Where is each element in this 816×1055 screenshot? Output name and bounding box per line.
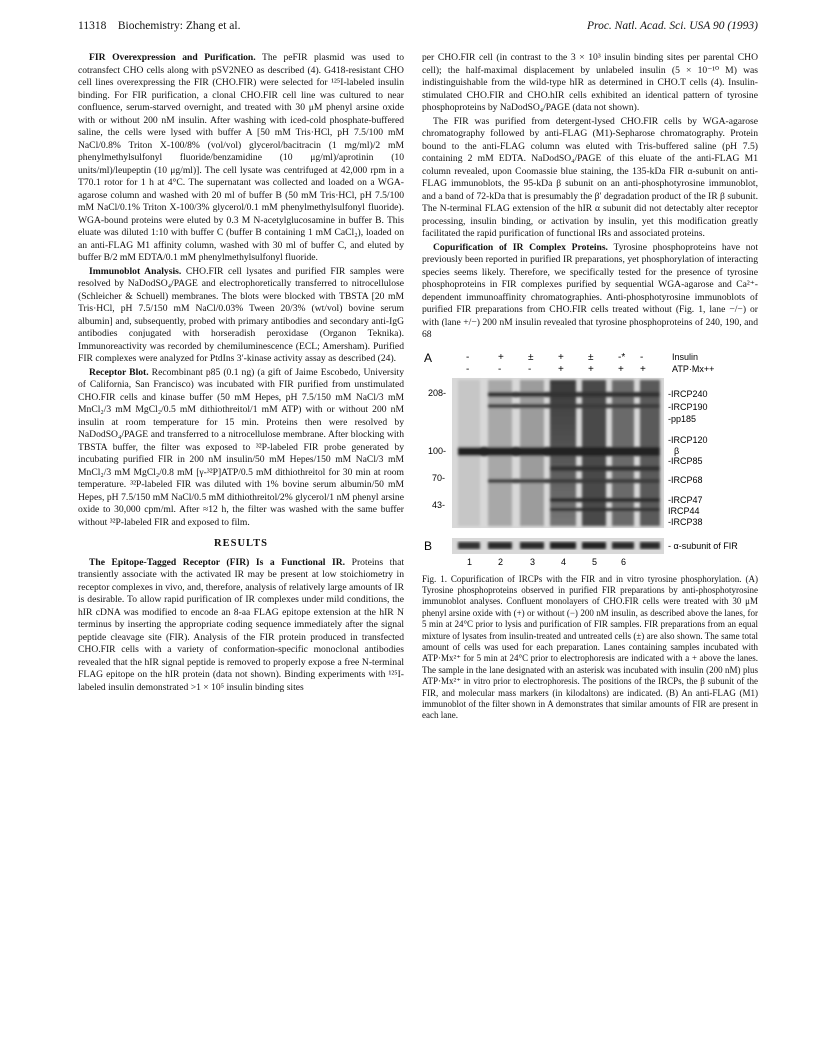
paragraph-text: Proteins that transiently associate with the activated IR may be present at low stoichiometry in receptor complexes in vivo, and, therefore, analysis of relatively large amounts of IR is desirable. To allow rapid purification of IR complexes under mild conditions, the hIR cDNA was modified to encode an 8-aa FLAG epitope extension at the hIR N terminus by inserting the appropriate coding sequence immediately after the signal peptide cleavage site (FIR). Analysis of the FIR protein produced in transfected CHO.FIR cells with a variety of conformation-specific monoclonal antibodies revealed that the hIR signal peptide is removed to properly expose a free N-terminal FLAG epitope on the hIR protein (data not shown). Binding experiments with ¹²⁵I-labeled insulin demonstrated >1 × 10⁵ insulin binding sites <box>78 556 404 693</box>
atp-mark-2: - <box>498 363 502 375</box>
atp-row <box>466 364 714 375</box>
insulin-row <box>466 352 698 363</box>
paragraph-text: Recombinant p85 (0.1 ng) (a gift of Jaime Escobedo, University of California, San Francisco) was incubated with FIR purified from unstimulated CHO.FIR cells and kinase buffer (50 mM Hepes, pH 7.5/150 mM NaCl/3 mM MnCl₂/3 mM MgCl₂/0.5 mM dithiothreitol/1 mM ATP) with or without 200 nM insulin at room temperature for 15 min. Proteins then were resolved by NaDodSO₄/PAGE and transferred to a nitrocellulose membrane. After blocking with TBSTA buffer, the filter was exposed to ³²P-labeled FIR probe generated by incubating purified FIR in 200 nM insulin/50 mM Hepes/150 mM NaCl/3 mM MnCl₂/3 mM MgCl₂/0.8 mM [γ-³²P]ATP/0.5 mM dithiothreitol for 30 min at room temperature. ³²P-labeled FIR was diluted with 1% bovine serum albumin/50 mM Hepes, pH 7.5/150 mM NaCl/0.5 mM dithiothreitol/2% glycerol/1 nM phenyl arsine oxide to 30,000 cpm/ml. After ≈12 h, the filter was washed with the same buffer without ³²P-labeled FIR and exposed to film. <box>78 366 404 528</box>
paragraph-heading: Copurification of IR Complex Proteins. <box>433 241 608 253</box>
label-pp185: -pp185 <box>668 413 697 424</box>
paragraph-fir-purification <box>422 116 758 241</box>
paragraph-text: The FIR was purified from detergent-lysed CHO.FIR cells by WGA-agarose chromatography followed by anti-FLAG (M1)-Sepharose chromatography. Protein bound to the anti-FLAG column was eluted with Tris-buffered saline (pH 7.5) containing 2 mM EDTA. NaDodSO₄/PAGE of this eluate of the anti-FLAG M1 column revealed, upon Coomassie blue staining, the 135-kDa FIR α-subunit on anti-FLAG immunoblots, the 95-kDa β subunit on an anti-phosphotyrosine immunoblot, and a band of 72-kDa that is presumably the β′ degradation product of the IR β subunit. The N-terminal FLAG extension of the hIR α subunit did not detectably alter receptor processing, insulin binding, or activation by insulin, yet this modification greatly facilitated the rapid purification of functional IRs and associated proteins. <box>422 115 758 239</box>
caption-text: Copurification of IRCPs with the FIR and in vitro tyrosine phosphorylation. (A) Tyrosine phosphoproteins observed in purified FIR preparations by anti-phosphotyrosine immunoblot analyses. Confluent monolayers of CHO.FIR cells were treated with 30 μM phenyl arsine oxide with (+) or without (−) 200 nM insulin, as described above the lanes, for 5 min at 24°C prior to lysis and purification of FIR samples. FIR preparations from an equal mixture of lysates from insulin-treated and untreated cells (±) are also shown. The same total amount of cells was used for each preparation. Lanes containing samples incubated with ATP·Mx²⁺ for 5 min at 24°C prior to electrophoresis are indicated with a + above the lanes. The sample in the lane designated with an asterisk was incubated with insulin (200 nM) plus ATP·Mx²⁺ in vitro prior to electrophoresis. The positions of the IRCPs, the β subunit of the FIR, and molecular mass markers (in kilodaltons) are indicated. (B) An anti-FLAG (M1) immunoblot of the filter shown in A demonstrates that similar amounts of FIR are present in each lane. <box>422 573 758 721</box>
panel-b-band-1 <box>458 542 480 549</box>
band-irc190 <box>488 404 660 408</box>
label-ircp240: -IRCP240 <box>668 388 708 399</box>
mw-marker-43: 43- <box>432 499 446 510</box>
paragraph-heading: Receptor Blot. <box>89 366 149 378</box>
band-irc68 <box>488 479 660 483</box>
left-column <box>78 52 404 695</box>
lane-number-5: 5 <box>592 556 598 567</box>
paragraph-text: Tyrosine phosphoproteins have not previously been reported in purified IR preparations, yet phosphorylation of interacting species seems likely. Therefore, we specifically tested for the presence of tyrosine phosphoproteins in FIR complexes purified by sequential WGA-agarose and Ca²⁺-dependent immunoaffinity chromatographies. Anti-phosphotyrosine immunoblots of purified FIR preparations from CHO.FIR cells treated without (Fig. 1, lane −/−) or with (lane +/−) 200 nM insulin revealed that tyrosine phosphoproteins of 240, 190, and 68 <box>422 241 758 340</box>
paragraph-epitope-tagged <box>78 557 404 695</box>
lane-number-1: 1 <box>467 556 473 567</box>
panel-b-band-6 <box>612 542 634 549</box>
header-left <box>78 20 240 32</box>
label-beta: β <box>674 445 680 456</box>
label-ircp44: IRCP44 <box>668 505 700 516</box>
paragraph-heading: The Epitope-Tagged Receptor (FIR) Is a Functional IR. <box>89 556 346 568</box>
mw-marker-70: 70- <box>432 472 446 483</box>
figure-1-blot <box>422 348 758 568</box>
paragraph-continued <box>422 52 758 115</box>
panel-b-label: B <box>424 538 433 553</box>
label-ircp85: -IRCP85 <box>668 455 703 466</box>
panel-b-band-4 <box>550 542 576 549</box>
band-labels <box>668 389 708 527</box>
insulin-mark-4: + <box>558 351 564 363</box>
atp-mark-5: + <box>588 363 594 375</box>
atp-mark-6: + <box>618 363 624 375</box>
lane-number-2: 2 <box>498 556 504 567</box>
running-header <box>78 20 758 36</box>
figure-1-caption <box>422 574 758 722</box>
label-ircp120: -IRCP120 <box>668 434 708 445</box>
paragraph-text: per CHO.FIR cell (in contrast to the 3 × 10³ insulin binding sites per parental CHO cell); the half-maximal displacement by unlabeled insulin (5 × 10⁻¹⁰ M) was indistinguishable from the wild-type hIR as determined in CHO.T cells (4). Insulin-stimulated CHO.FIR and CHO.hIR cells exhibited an identical pattern of tyrosine phosphoproteins by NaDodSO₄/PAGE (data not shown). <box>422 52 758 113</box>
right-column <box>422 52 758 722</box>
label-ircp68: -IRCP68 <box>668 474 703 485</box>
paragraph-heading: FIR Overexpression and Purification. <box>89 52 256 63</box>
label-ircp47: -IRCP47 <box>668 494 703 505</box>
paragraph-receptor-blot <box>78 367 404 530</box>
panel-b-band-label: - α-subunit of FIR <box>668 540 738 551</box>
page-number: 11318 <box>78 20 107 32</box>
panel-b-band-5 <box>582 542 606 549</box>
section-title-results: RESULTS <box>214 538 268 549</box>
figure-1 <box>422 348 758 568</box>
panel-b-bands <box>458 542 660 549</box>
paragraph-text: The peFIR plasmid was used to cotransfect CHO cells along with pSV2NEO as described (4). G418-resistant CHO cell lines overexpressing the FIR (CHO.FIR) were selected for ¹²⁵I-labeled insulin binding. For FIR purification, a clonal CHO.FIR cell line was cultured to near confluence, serum-starved overnight, and treated with 30 μM phenyl arsine oxide with or without 200 nM insulin. After washing with iced-cold phosphate-buffered saline, the cells were lysed with buffer A [50 mM Tris·HCl, pH 7.5/100 mM NaCl/0.8% Triton X-100/8% (vol/vol) glycerol/bacitracin (1 mg/ml)/2 mM phenylmethylsulfonyl fluoride/benzamidine (10 μg/ml)/aprotinin (10 units/ml)/leupeptin (10 μg/ml)]. The cell lysate was centrifuged at 42,000 rpm in a T70.1 rotor for 1 h at 4°C. The supernatant was collected and loaded on a WGA-agarose column and washed with 20 ml of buffer B (50 mM Tris·HCl, pH 7.5/100 mM NaCl/0.1% Triton X-100/3% glycerol/0.1 mM phenylmethylsulfonyl fluoride). WGA-bound proteins were eluted by 0.3 M N-acetylglucosamine in buffer B. This eluate was diluted 1:10 with buffer C (buffer B containing 1 mM CaCl₂), loaded on an anti-FLAG M1 affinity column, washed with 30 ml of buffer C, and eluted by buffer B/2 mM EDTA/0.1 mM phenylmethylsulfonyl fluoride. <box>78 52 404 263</box>
paragraph-text: CHO.FIR cell lysates and purified FIR samples were resolved by NaDodSO₄/PAGE and electrophoretically transferred to nitrocellulose (Schleicher & Schuell) membranes. The blots were blocked with TBSTA [20 mM Tris·HCl, pH 7.5/150 mM NaCl/0.03% Tween 20/3% (wt/vol) bovine serum albumin] and, subsequently, probed with primary antibodies and secondary anti-IgG antibodies conjugated with horseradish peroxidase (Organon Teknika). Immunoreactivity was recorded by chemiluminescence (ECL; Amersham). Purified FIR complexes were analyzed for PtdIns 3′-kinase activity assay as described (24). <box>78 265 404 364</box>
lane-number-3: 3 <box>530 556 536 567</box>
band-irc44 <box>550 508 660 511</box>
lane-number-4: 4 <box>561 556 567 567</box>
insulin-mark-5: ± <box>588 351 594 363</box>
insulin-mark-1: - <box>466 351 470 363</box>
caption-label: Fig. 1. <box>422 573 447 584</box>
panel-b-band-3 <box>520 542 544 549</box>
atp-mark-1: - <box>466 363 470 375</box>
lane-numbers <box>467 557 626 567</box>
panel-a-lanes <box>458 380 660 526</box>
atp-mark-4: + <box>558 363 564 375</box>
mw-markers <box>428 388 446 510</box>
insulin-mark-2: + <box>498 351 504 363</box>
atp-mark-3: - <box>528 363 532 375</box>
journal-citation: Proc. Natl. Acad. Sci. USA 90 (1993) <box>587 20 758 32</box>
insulin-row-label: Insulin <box>672 351 699 362</box>
label-ircp38: -IRCP38 <box>668 516 703 527</box>
band-beta-subunit <box>458 447 660 456</box>
insulin-mark-6: -* <box>618 351 626 363</box>
mw-marker-100: 100- <box>428 445 447 456</box>
panel-a-label: A <box>424 350 433 365</box>
band-irc47 <box>550 498 660 502</box>
atp-mark-7: + <box>640 363 646 375</box>
journal-short-title: Biochemistry: Zhang et al. <box>117 20 241 32</box>
panel-b-band-2 <box>488 542 512 549</box>
paragraph-fir-overexpression <box>78 52 404 265</box>
paragraph-copurification <box>422 242 758 342</box>
insulin-mark-7: - <box>640 351 644 363</box>
mw-marker-208: 208- <box>428 387 447 398</box>
atp-row-label: ATP·Mx++ <box>672 363 715 374</box>
paragraph-immunoblot <box>78 266 404 366</box>
insulin-mark-3: ± <box>528 351 534 363</box>
band-irc85 <box>550 466 660 471</box>
paragraph-heading: Immunoblot Analysis. <box>89 265 182 277</box>
lane-number-6: 6 <box>621 556 627 567</box>
label-ircp190: -IRCP190 <box>668 401 708 412</box>
panel-b-band-7 <box>640 542 660 549</box>
band-irc240 <box>488 392 660 397</box>
